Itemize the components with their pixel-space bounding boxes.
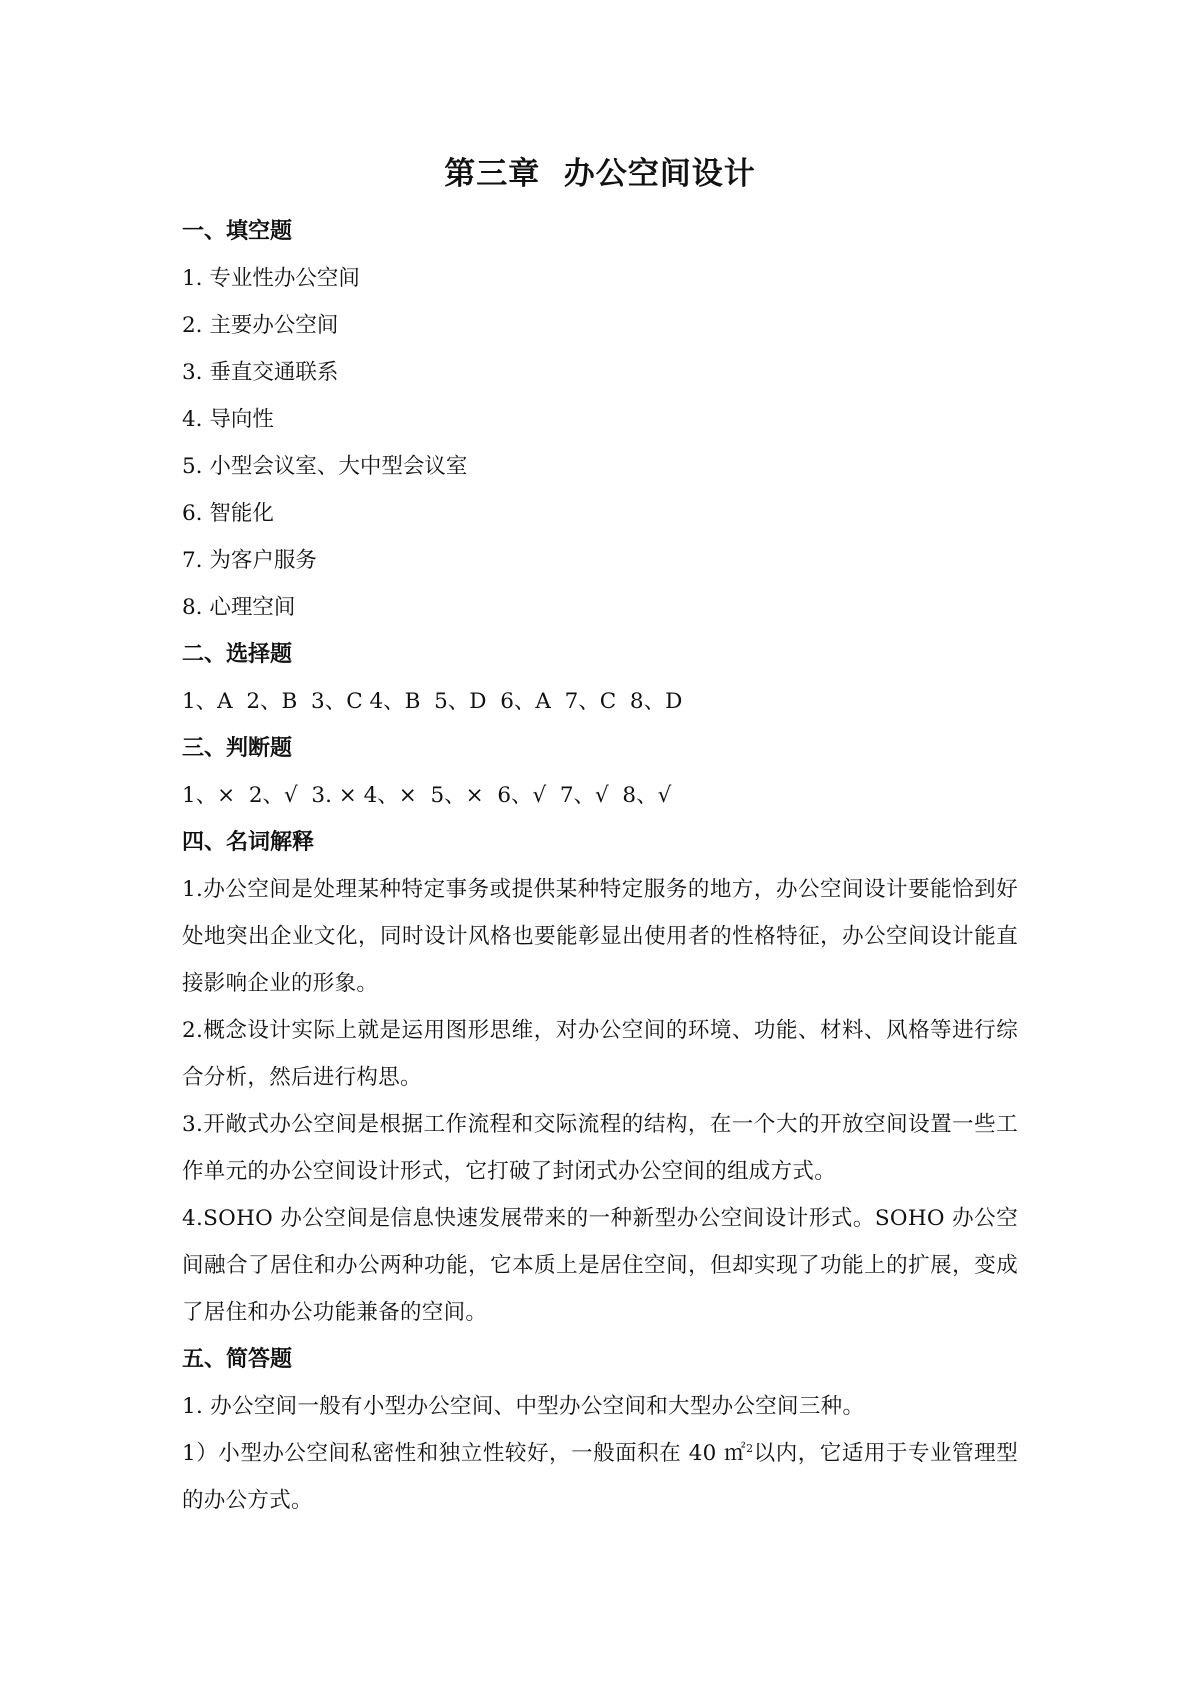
answer-item: 3. 垂直交通联系 xyxy=(182,360,339,385)
answer-item: 5. 小型会议室、大中型会议室 xyxy=(182,454,468,479)
section-short-answer xyxy=(182,1336,1018,1524)
section-choice xyxy=(182,631,1018,725)
section-heading-short-answer: 五、简答题 xyxy=(182,1347,293,1372)
section-heading-fill-blank: 一、填空题 xyxy=(182,219,293,244)
section-heading-choice: 二、选择题 xyxy=(182,642,293,667)
answer-item: 4. 导向性 xyxy=(182,407,274,432)
page-title: 第三章 办公空间设计 xyxy=(444,156,756,192)
short-answer-q1-sub1 xyxy=(182,1430,1018,1524)
answer-item: 2. 主要办公空间 xyxy=(182,313,339,338)
answer-item: 7. 为客户服务 xyxy=(182,548,317,573)
sub1-text-after: 以内，它适用于专业管理型的办公方式。 xyxy=(182,1441,1018,1513)
short-answer-q1: 1. 办公空间一般有小型办公空间、中型办公空间和大型办公空间三种。 xyxy=(182,1394,865,1419)
section-judgement xyxy=(182,725,1018,819)
answer-item: 6. 智能化 xyxy=(182,501,274,526)
term-definition: 3.开敞式办公空间是根据工作流程和交际流程的结构，在一个大的开放空间设置一些工作单元的办公空间设计形式，它打破了封闭式办公空间的组成方式。 xyxy=(182,1112,1018,1184)
square-meter-superscript: 2 xyxy=(746,1441,754,1455)
term-definition: 4.SOHO 办公空间是信息快速发展带来的一种新型办公空间设计形式。SOHO 办公空间融合了居住和办公两种功能，它本质上是居住空间，但却实现了功能上的扩展，变成了居住和办公功能兼备的空间。 xyxy=(182,1206,1018,1325)
sub1-text-before: 1）小型办公空间私密性和独立性较好，一般面积在 40 ㎡ xyxy=(182,1441,747,1466)
section-fill-blank xyxy=(182,208,1018,631)
document-page xyxy=(182,150,1018,1524)
choice-answers: 1、A 2、B 3、C 4、B 5、D 6、A 7、C 8、D xyxy=(182,689,683,714)
term-definition: 1.办公空间是处理某种特定事务或提供某种特定服务的地方，办公空间设计要能恰到好处地突出企业文化，同时设计风格也要能彰显出使用者的性格特征，办公空间设计能直接影响企业的形象。 xyxy=(182,877,1018,996)
term-definition: 2.概念设计实际上就是运用图形思维，对办公空间的环境、功能、材料、风格等进行综合分析，然后进行构思。 xyxy=(182,1018,1018,1090)
answer-item: 8. 心理空间 xyxy=(182,595,296,620)
section-heading-terms: 四、名词解释 xyxy=(182,830,315,855)
judgement-answers: 1、× 2、√ 3. × 4、× 5、× 6、√ 7、√ 8、√ xyxy=(182,783,672,808)
answer-item: 1. 专业性办公空间 xyxy=(182,266,360,291)
section-terms xyxy=(182,819,1018,1336)
section-heading-judgement: 三、判断题 xyxy=(182,736,293,761)
